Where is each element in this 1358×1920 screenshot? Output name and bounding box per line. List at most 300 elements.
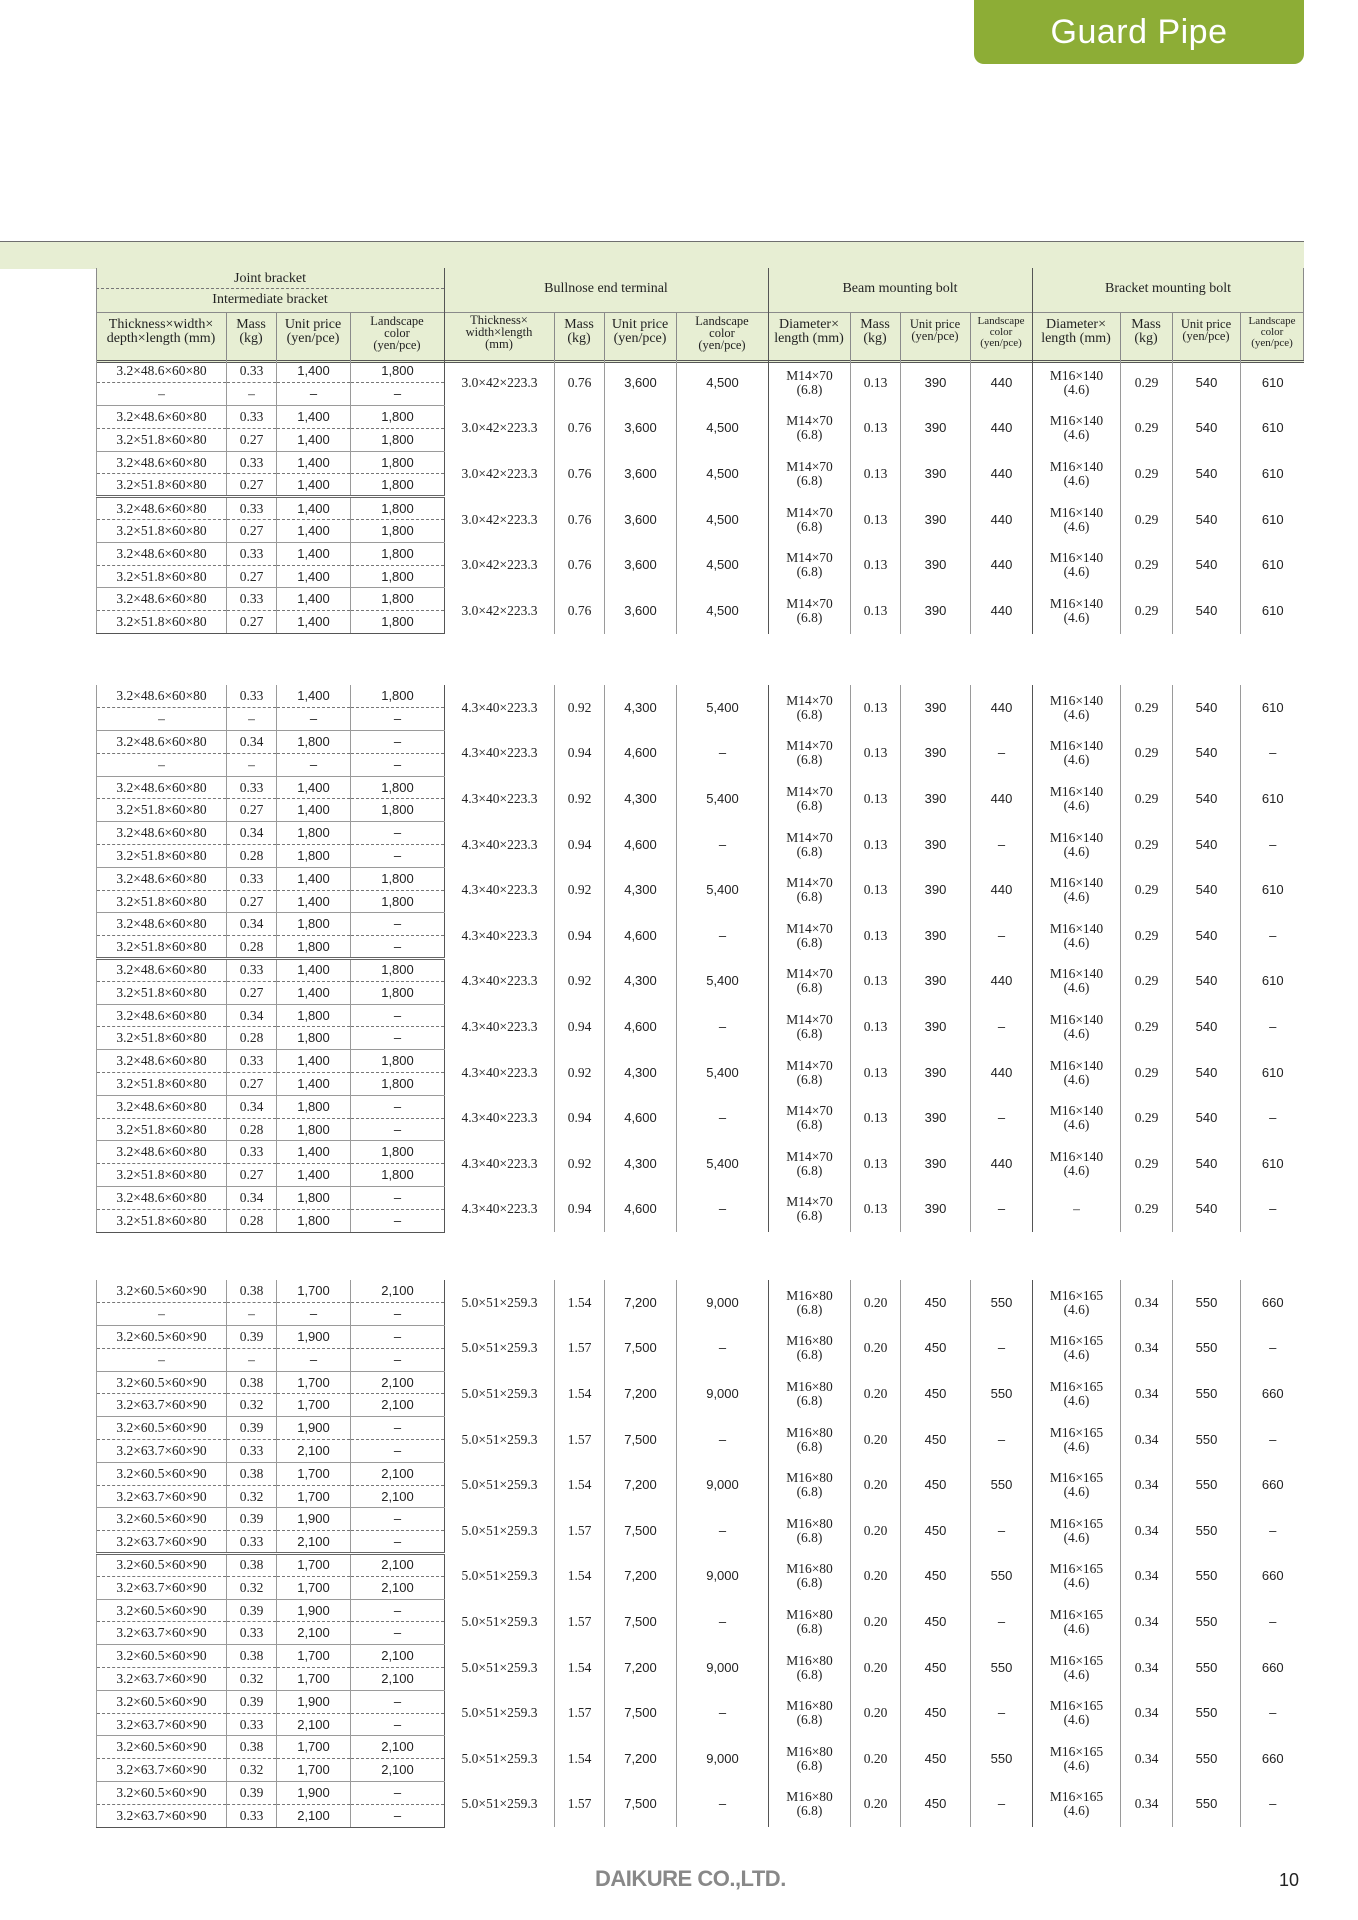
joint-landscape-cell: – (351, 1599, 445, 1622)
joint-size-cell: 3.2×60.5×60×90 (97, 1554, 227, 1577)
intermediate-price-cell: 1,700 (277, 1485, 351, 1508)
end-size-cell: 4.3×40×223.3 (461, 790, 538, 806)
beam-size: M14×70 (786, 1057, 833, 1073)
joint-price-cell: 1,400 (277, 451, 351, 474)
beam-price-cell: 390 (901, 1141, 971, 1187)
intermediate-landscape-cell: 2,100 (351, 1668, 445, 1691)
intermediate-mass-cell: 0.27 (227, 520, 277, 543)
beam-grade: (6.8) (796, 1071, 823, 1087)
end-price-cell: 4,300 (605, 776, 677, 822)
joint-mass-cell: 0.38 (227, 1280, 277, 1303)
beam-size: M16×80 (786, 1698, 833, 1714)
end-landscape-cell: – (677, 1187, 769, 1233)
beam-mass-cell: 0.13 (851, 913, 901, 959)
bracket-landscape-cell: 610 (1261, 557, 1284, 573)
end-mass-cell: 1.57 (555, 1417, 605, 1463)
intermediate-landscape-cell: 1,800 (351, 981, 445, 1004)
joint-mass-cell: 0.39 (227, 1326, 277, 1349)
intermediate-price-cell: 1,400 (277, 981, 351, 1004)
beam-price-cell: 390 (901, 959, 971, 1005)
bracket-mass-cell: 0.34 (1121, 1690, 1173, 1736)
intermediate-mass-cell: 0.28 (227, 845, 277, 868)
end-landscape-cell: 9,000 (677, 1462, 769, 1508)
table-row (97, 867, 1305, 890)
intermediate-size-cell: 3.2×63.7×60×90 (97, 1713, 227, 1736)
bracket-grade: (4.6) (1063, 518, 1090, 534)
bracket-size-cell (1033, 542, 1121, 588)
joint-size-cell: 3.2×48.6×60×80 (97, 685, 227, 708)
beam-grade: (6.8) (796, 1666, 823, 1682)
beam-landscape-header: Landscape color (yen/pce) (977, 315, 1025, 349)
intermediate-landscape-cell: – (351, 1713, 445, 1736)
intermediate-price-cell: – (277, 708, 351, 731)
joint-size-cell: 3.2×48.6×60×80 (97, 542, 227, 565)
joint-landscape-cell: 1,800 (351, 588, 445, 611)
beam-mass-cell: 0.20 (851, 1508, 901, 1554)
joint-price-cell: 1,400 (277, 406, 351, 429)
table-row (97, 1736, 1305, 1759)
table-row (97, 913, 1305, 936)
end-landscape-cell: 4,500 (677, 451, 769, 497)
intermediate-landscape-cell: – (351, 936, 445, 959)
bracket-mass-cell: 0.29 (1121, 451, 1173, 497)
beam-size: M14×70 (786, 738, 833, 754)
bracket-size: M16×140 (1049, 783, 1104, 799)
beam-landscape-cell: – (971, 731, 1033, 777)
intermediate-price-cell: 1,800 (277, 845, 351, 868)
bracket-size: M16×140 (1049, 875, 1104, 891)
beam-mass-cell: 0.20 (851, 1690, 901, 1736)
beam-mass-cell: 0.20 (851, 1417, 901, 1463)
joint-landscape-cell: 1,800 (351, 451, 445, 474)
end-price-cell: 4,600 (605, 822, 677, 868)
beam-size-cell (769, 731, 851, 777)
beam-landscape-cell: 440 (971, 542, 1033, 588)
joint-mass-cell: 0.33 (227, 360, 277, 383)
joint-landscape-cell: 1,800 (351, 776, 445, 799)
intermediate-price-cell: 2,100 (277, 1804, 351, 1827)
bracket-price-cell: 540 (1173, 1141, 1241, 1187)
bracket-grade: (4.6) (1063, 843, 1090, 859)
beam-price-cell: 390 (901, 867, 971, 913)
joint-mass-cell: 0.34 (227, 731, 277, 754)
beam-price-cell: 450 (901, 1645, 971, 1691)
end-price-cell: 7,200 (605, 1736, 677, 1782)
end-size-cell: 4.3×40×223.3 (461, 1201, 538, 1217)
header-vline (1240, 312, 1241, 360)
intermediate-price-cell: 1,700 (277, 1668, 351, 1691)
end-price-cell: 7,200 (605, 1371, 677, 1417)
bracket-mass-cell: 0.34 (1121, 1736, 1173, 1782)
bracket-size-cell (1033, 1736, 1121, 1782)
beam-mass-cell: 0.13 (851, 542, 901, 588)
bracket-size-cell (1033, 776, 1121, 822)
end-landscape-cell: – (677, 1095, 769, 1141)
end-price-cell: 7,500 (605, 1599, 677, 1645)
bracket-landscape-cell: 660 (1261, 1385, 1284, 1401)
joint-landscape-cell: 1,800 (351, 1050, 445, 1073)
end-size-cell: 4.3×40×223.3 (461, 882, 538, 898)
beam-size: M16×80 (786, 1515, 833, 1531)
intermediate-mass-cell: – (227, 1348, 277, 1371)
intermediate-price-cell: 2,100 (277, 1531, 351, 1554)
header-vline (96, 268, 97, 360)
bracket-size-cell (1033, 685, 1121, 731)
bracket-size: M16×140 (1049, 692, 1104, 708)
table-row (97, 1462, 1305, 1485)
end-price-cell: 4,300 (605, 867, 677, 913)
beam-size-cell (769, 1508, 851, 1554)
end-price-cell: 3,600 (605, 588, 677, 634)
end-mass-cell: 0.94 (555, 1095, 605, 1141)
intermediate-mass-cell: 0.32 (227, 1576, 277, 1599)
joint-mass-cell: 0.33 (227, 1050, 277, 1073)
intermediate-landscape-cell: – (351, 1118, 445, 1141)
end-mass-cell: 0.76 (555, 542, 605, 588)
end-size-cell: 4.3×40×223.3 (461, 745, 538, 761)
end-size-cell: 4.3×40×223.3 (461, 1110, 538, 1126)
intermediate-landscape-cell: 2,100 (351, 1759, 445, 1782)
beam-landscape-cell: – (971, 1326, 1033, 1372)
end-mass-cell: 0.94 (555, 913, 605, 959)
intermediate-landscape-cell: 1,800 (351, 428, 445, 451)
beam-size: M14×70 (786, 1103, 833, 1119)
bracket-price-cell: 540 (1173, 451, 1241, 497)
joint-mass-cell: 0.39 (227, 1690, 277, 1713)
joint-size-cell: 3.2×48.6×60×80 (97, 497, 227, 520)
intermediate-mass-cell: 0.33 (227, 1531, 277, 1554)
joint-landscape-cell: 1,800 (351, 497, 445, 520)
header-vline (1120, 312, 1121, 360)
beam-grade: (6.8) (796, 1712, 823, 1728)
beam-size: M14×70 (786, 550, 833, 566)
intermediate-mass-cell: 0.28 (227, 1118, 277, 1141)
bracket-landscape-cell: 660 (1261, 1750, 1284, 1766)
bracket-size-cell (1033, 588, 1121, 634)
bracket-mass-cell: 0.34 (1121, 1371, 1173, 1417)
end-size-cell: 5.0×51×259.3 (461, 1613, 538, 1629)
joint-landscape-cell: 2,100 (351, 1280, 445, 1303)
end-landscape-cell: – (677, 913, 769, 959)
bracket-landscape-cell: 610 (1261, 1155, 1284, 1171)
bracket-size: – (1073, 1201, 1080, 1217)
joint-price-cell: 1,400 (277, 685, 351, 708)
joint-size-cell: 3.2×60.5×60×90 (97, 1645, 227, 1668)
bracket-landscape-cell: – (1269, 1018, 1277, 1034)
end-mass-cell: 0.92 (555, 776, 605, 822)
end-size-cell: 5.0×51×259.3 (461, 1796, 538, 1812)
end-landscape-cell: 9,000 (677, 1371, 769, 1417)
table-row (97, 822, 1305, 845)
header-vline (1172, 312, 1173, 360)
beam-grade: (6.8) (796, 797, 823, 813)
beam-mass-cell: 0.20 (851, 1462, 901, 1508)
end-mass-cell: 1.57 (555, 1782, 605, 1828)
header-vline (226, 312, 227, 360)
intermediate-price-cell: 1,700 (277, 1394, 351, 1417)
bracket-mass-cell: 0.29 (1121, 1095, 1173, 1141)
joint-size-cell: 3.2×48.6×60×80 (97, 451, 227, 474)
beam-price-cell: 390 (901, 451, 971, 497)
joint-landscape-cell: – (351, 1095, 445, 1118)
intermediate-price-cell: 2,100 (277, 1622, 351, 1645)
bracket-grade: (4.6) (1063, 1162, 1090, 1178)
end-landscape-cell: – (677, 1782, 769, 1828)
bracket-size-cell (1033, 1782, 1121, 1828)
intermediate-size-cell: 3.2×51.8×60×80 (97, 799, 227, 822)
header-vline (276, 312, 277, 360)
intermediate-landscape-cell: 2,100 (351, 1394, 445, 1417)
end-mass-cell: 0.92 (555, 1141, 605, 1187)
beam-mass-cell: 0.13 (851, 776, 901, 822)
bracket-landscape-cell: 660 (1261, 1568, 1284, 1584)
intermediate-size-cell: 3.2×63.7×60×90 (97, 1485, 227, 1508)
intermediate-mass-cell: 0.33 (227, 1713, 277, 1736)
bracket-size: M16×165 (1049, 1743, 1104, 1759)
end-price-cell: 3,600 (605, 497, 677, 543)
table-row (97, 1645, 1305, 1668)
bracket-grade: (4.6) (1063, 1347, 1090, 1363)
end-mass-cell: 1.54 (555, 1645, 605, 1691)
bracket-size-cell (1033, 1645, 1121, 1691)
end-size-cell: 4.3×40×223.3 (461, 1064, 538, 1080)
intermediate-price-cell: 1,400 (277, 520, 351, 543)
beam-size-cell (769, 1417, 851, 1463)
beam-size: M16×80 (786, 1652, 833, 1668)
beam-mass-cell: 0.20 (851, 1326, 901, 1372)
beam-size-header: Diameter× length (mm) (774, 317, 844, 346)
end-size-cell: 5.0×51×259.3 (461, 1477, 538, 1493)
intermediate-mass-cell: 0.32 (227, 1485, 277, 1508)
end-mass-cell: 0.94 (555, 731, 605, 777)
page-number: 10 (1279, 1870, 1300, 1890)
beam-bolt-label: Beam mounting bolt (842, 281, 958, 296)
table-row (97, 1599, 1305, 1622)
bracket-size: M16×165 (1049, 1470, 1104, 1486)
joint-bracket-label: Joint bracket (234, 271, 306, 286)
end-landscape-cell: – (677, 731, 769, 777)
intermediate-price-cell: 1,800 (277, 936, 351, 959)
end-landscape-cell: – (677, 1508, 769, 1554)
header-vline (676, 312, 677, 360)
end-landscape-cell: 4,500 (677, 360, 769, 406)
bracket-size-header: Diameter× length (mm) (1041, 317, 1111, 346)
beam-price-cell: 390 (901, 542, 971, 588)
end-price-cell: 4,300 (605, 1141, 677, 1187)
beam-grade: (6.8) (796, 427, 823, 443)
joint-price-cell: 1,700 (277, 1280, 351, 1303)
joint-landscape-cell: 2,100 (351, 1736, 445, 1759)
beam-size: M16×80 (786, 1606, 833, 1622)
bracket-size: M16×140 (1049, 1057, 1104, 1073)
beam-grade: (6.8) (796, 1347, 823, 1363)
joint-size-cell: 3.2×60.5×60×90 (97, 1690, 227, 1713)
beam-size-cell (769, 685, 851, 731)
joint-size-cell: 3.2×60.5×60×90 (97, 1371, 227, 1394)
intermediate-price-cell: 1,700 (277, 1576, 351, 1599)
intermediate-landscape-cell: 1,800 (351, 565, 445, 588)
end-landscape-cell: – (677, 1004, 769, 1050)
beam-landscape-cell: – (971, 822, 1033, 868)
table-row (97, 451, 1305, 474)
joint-size-cell: 3.2×60.5×60×90 (97, 1508, 227, 1531)
joint-mass-cell: 0.33 (227, 588, 277, 611)
end-price-cell: 3,600 (605, 451, 677, 497)
intermediate-size-cell: 3.2×51.8×60×80 (97, 936, 227, 959)
intermediate-landscape-cell: 1,800 (351, 474, 445, 497)
table-row (97, 1326, 1305, 1349)
table-row (97, 959, 1305, 982)
beam-size-cell (769, 1326, 851, 1372)
end-mass-cell: 0.92 (555, 959, 605, 1005)
joint-mass-cell: 0.33 (227, 959, 277, 982)
header-vline (350, 312, 351, 360)
intermediate-price-cell: – (277, 383, 351, 406)
bracket-price-cell: 550 (1173, 1371, 1241, 1417)
beam-price-cell: 390 (901, 497, 971, 543)
beam-mass-cell: 0.13 (851, 959, 901, 1005)
end-landscape-cell: – (677, 1417, 769, 1463)
bracket-size-cell (1033, 1095, 1121, 1141)
bracket-landscape-cell: 660 (1261, 1659, 1284, 1675)
end-price-cell: 7,200 (605, 1554, 677, 1600)
end-size-cell: 5.0×51×259.3 (461, 1659, 538, 1675)
intermediate-size-cell: – (97, 383, 227, 406)
joint-size-cell: 3.2×48.6×60×80 (97, 1004, 227, 1027)
end-landscape-header: Landscape color (yen/pce) (695, 314, 749, 352)
bracket-grade: (4.6) (1063, 564, 1090, 580)
bracket-grade: (4.6) (1063, 706, 1090, 722)
intermediate-price-cell: 1,400 (277, 474, 351, 497)
table-row (97, 1417, 1305, 1440)
bracket-bolt-label: Bracket mounting bolt (1105, 281, 1231, 296)
beam-landscape-cell: – (971, 1599, 1033, 1645)
beam-size-cell (769, 913, 851, 959)
intermediate-mass-cell: 0.27 (227, 981, 277, 1004)
joint-landscape-cell: – (351, 822, 445, 845)
beam-grade: (6.8) (796, 1162, 823, 1178)
beam-landscape-cell: 550 (971, 1371, 1033, 1417)
joint-price-cell: 1,700 (277, 1736, 351, 1759)
intermediate-size-cell: 3.2×51.8×60×80 (97, 520, 227, 543)
intermediate-landscape-cell: – (351, 1209, 445, 1232)
beam-landscape-cell: 440 (971, 685, 1033, 731)
bracket-price-cell: 540 (1173, 406, 1241, 452)
bracket-landscape-cell: 610 (1261, 790, 1284, 806)
joint-size-cell: 3.2×48.6×60×80 (97, 776, 227, 799)
beam-landscape-cell: 440 (971, 867, 1033, 913)
intermediate-price-cell: 1,800 (277, 1209, 351, 1232)
intermediate-price-cell: 1,400 (277, 428, 351, 451)
beam-size-cell (769, 1004, 851, 1050)
end-price-cell: 7,500 (605, 1690, 677, 1736)
joint-size-cell: 3.2×48.6×60×80 (97, 1141, 227, 1164)
end-landscape-cell: 5,400 (677, 776, 769, 822)
bracket-mass-cell: 0.29 (1121, 1141, 1173, 1187)
joint-price-cell: 1,800 (277, 1095, 351, 1118)
intermediate-size-cell: 3.2×51.8×60×80 (97, 1027, 227, 1050)
intermediate-landscape-cell: 2,100 (351, 1485, 445, 1508)
bracket-size-cell (1033, 1599, 1121, 1645)
end-price-cell: 4,300 (605, 1050, 677, 1096)
joint-landscape-cell: 1,800 (351, 867, 445, 890)
beam-grade: (6.8) (796, 1529, 823, 1545)
beam-grade: (6.8) (796, 1301, 823, 1317)
table-row (97, 360, 1305, 383)
bracket-mass-cell: 0.29 (1121, 1004, 1173, 1050)
end-landscape-cell: 5,400 (677, 1050, 769, 1096)
end-price-cell: 4,600 (605, 1004, 677, 1050)
company-logo: DAIKURE CO.,LTD. (595, 1866, 786, 1891)
bracket-mass-cell: 0.29 (1121, 542, 1173, 588)
bracket-size-cell (1033, 822, 1121, 868)
beam-price-cell: 450 (901, 1736, 971, 1782)
beam-landscape-cell: – (971, 1187, 1033, 1233)
bracket-size-cell (1033, 1508, 1121, 1554)
bracket-size: M16×140 (1049, 1103, 1104, 1119)
intermediate-price-cell: 1,700 (277, 1759, 351, 1782)
end-mass-cell: 0.92 (555, 1050, 605, 1096)
beam-size: M14×70 (786, 504, 833, 520)
intermediate-mass-cell: 0.27 (227, 611, 277, 634)
bracket-size-cell (1033, 731, 1121, 777)
bracket-mass-cell: 0.29 (1121, 776, 1173, 822)
beam-landscape-cell: – (971, 1004, 1033, 1050)
joint-size-cell: 3.2×60.5×60×90 (97, 1326, 227, 1349)
intermediate-size-cell: 3.2×63.7×60×90 (97, 1576, 227, 1599)
end-landscape-cell: 4,500 (677, 542, 769, 588)
end-landscape-cell: 9,000 (677, 1736, 769, 1782)
intermediate-landscape-cell: – (351, 708, 445, 731)
beam-grade: (6.8) (796, 1025, 823, 1041)
bracket-landscape-cell: 610 (1261, 602, 1284, 618)
bracket-size: M16×165 (1049, 1606, 1104, 1622)
intermediate-landscape-cell: – (351, 1531, 445, 1554)
beam-size: M14×70 (786, 783, 833, 799)
intermediate-price-cell: 1,400 (277, 890, 351, 913)
joint-price-cell: 1,400 (277, 1050, 351, 1073)
beam-price-cell: 390 (901, 1004, 971, 1050)
intermediate-size-cell: 3.2×63.7×60×90 (97, 1440, 227, 1463)
beam-size-cell (769, 1599, 851, 1645)
joint-landscape-cell: – (351, 1004, 445, 1027)
joint-landscape-cell: – (351, 731, 445, 754)
intermediate-landscape-cell: – (351, 1348, 445, 1371)
intermediate-size-cell: 3.2×63.7×60×90 (97, 1394, 227, 1417)
bracket-grade: (4.6) (1063, 1575, 1090, 1591)
beam-grade: (6.8) (796, 1117, 823, 1133)
joint-size-cell: 3.2×48.6×60×80 (97, 959, 227, 982)
joint-landscape-cell: – (351, 1782, 445, 1805)
bracket-grade: (4.6) (1063, 1529, 1090, 1545)
beam-mass-cell: 0.13 (851, 1187, 901, 1233)
bracket-size: M16×140 (1049, 738, 1104, 754)
beam-price-cell: 450 (901, 1690, 971, 1736)
bracket-price-cell: 550 (1173, 1599, 1241, 1645)
header-vline (1303, 268, 1304, 360)
joint-size-cell: 3.2×60.5×60×90 (97, 1782, 227, 1805)
header-vline (554, 312, 555, 360)
intermediate-price-cell: 1,400 (277, 1073, 351, 1096)
bracket-size: M16×165 (1049, 1287, 1104, 1303)
end-mass-cell: 1.54 (555, 1280, 605, 1326)
joint-landscape-cell: – (351, 1690, 445, 1713)
intermediate-mass-cell: 0.27 (227, 1073, 277, 1096)
beam-landscape-cell: 440 (971, 1050, 1033, 1096)
intermediate-size-cell: 3.2×51.8×60×80 (97, 565, 227, 588)
joint-mass-cell: 0.34 (227, 913, 277, 936)
joint-mass-cell: 0.38 (227, 1736, 277, 1759)
